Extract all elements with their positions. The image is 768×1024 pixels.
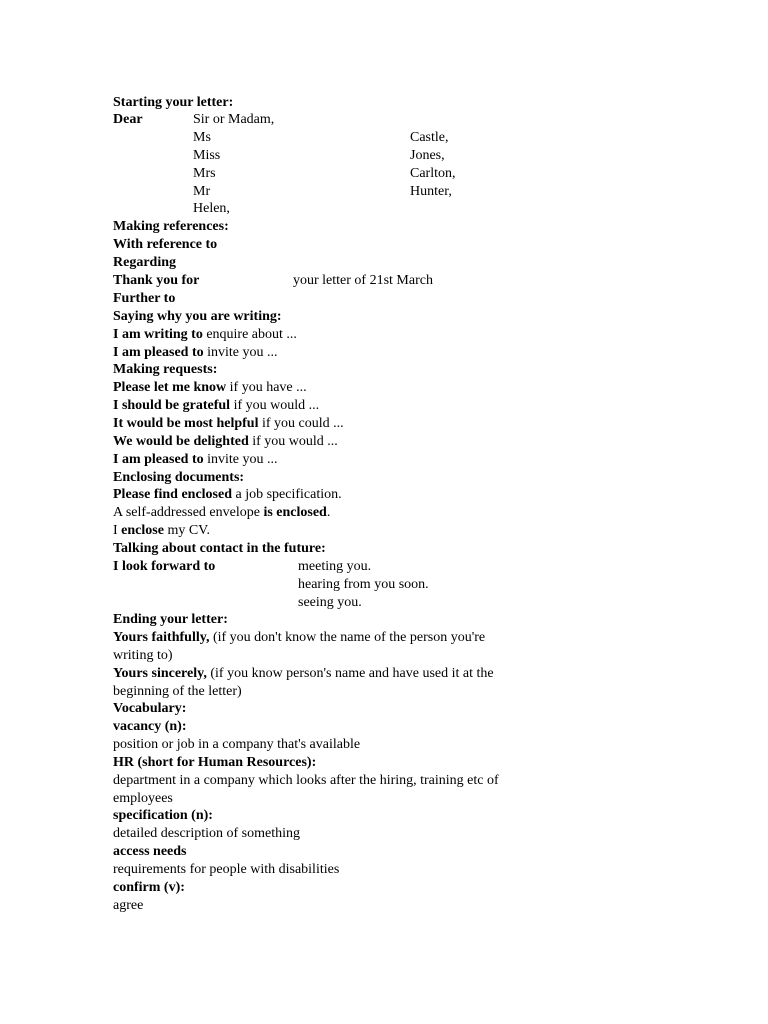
surname-carlton: Carlton,: [410, 166, 456, 181]
future-option-meeting: meeting you.: [298, 559, 372, 574]
salutation-miss: Miss: [193, 148, 221, 163]
ending-faithfully-cont: writing to): [113, 648, 173, 663]
request-pleased-to: I am pleased to invite you ...: [113, 452, 278, 467]
request-let-me-know: Please let me know if you have ...: [113, 380, 307, 395]
vocab-term-access-needs: access needs: [113, 844, 187, 859]
phrase-writing-to: I am writing to enquire about ...: [113, 327, 297, 342]
ending-sincerely-cont: beginning of the letter): [113, 684, 242, 699]
salutation-sir-madam: Sir or Madam,: [193, 112, 275, 127]
salutation-mrs: Mrs: [193, 166, 216, 181]
vocab-term-vacancy: vacancy (n):: [113, 719, 187, 734]
vocab-def-confirm: agree: [113, 898, 144, 913]
phrase-look-forward: I look forward to: [113, 559, 216, 574]
section-heading-ending: Ending your letter:: [113, 612, 228, 627]
vocab-term-hr: HR (short for Human Resources):: [113, 755, 317, 770]
future-option-seeing: seeing you.: [298, 595, 362, 610]
phrase-further-to: Further to: [113, 291, 176, 306]
vocab-term-specification: specification (n):: [113, 808, 213, 823]
phrase-thank-you-for: Thank you for: [113, 273, 200, 288]
phrase-regarding: Regarding: [113, 255, 176, 270]
salutation-ms: Ms: [193, 130, 211, 145]
request-most-helpful: It would be most helpful if you could ...: [113, 416, 344, 431]
vocab-def-vacancy: position or job in a company that's available: [113, 737, 361, 752]
dear-label: Dear: [113, 112, 143, 127]
phrase-with-reference: With reference to: [113, 237, 218, 252]
future-option-hearing: hearing from you soon.: [298, 577, 429, 592]
section-heading-enclosing: Enclosing documents:: [113, 470, 245, 485]
section-heading-references: Making references:: [113, 219, 229, 234]
salutation-helen: Helen,: [193, 201, 230, 216]
salutation-mr: Mr: [193, 184, 211, 199]
phrase-letter-date: your letter of 21st March: [293, 273, 433, 288]
ending-faithfully: Yours faithfully, (if you don't know the name of the person you're: [113, 630, 486, 645]
section-heading-starting: Starting your letter:: [113, 95, 234, 110]
surname-jones: Jones,: [410, 148, 445, 163]
section-heading-future: Talking about contact in the future:: [113, 541, 326, 556]
ending-sincerely: Yours sincerely, (if you know person's name and have used it at the: [113, 666, 494, 681]
vocab-def-specification: detailed description of something: [113, 826, 301, 841]
section-heading-why: Saying why you are writing:: [113, 309, 282, 324]
surname-hunter: Hunter,: [410, 184, 452, 199]
phrase-pleased-to: I am pleased to invite you ...: [113, 345, 278, 360]
section-heading-requests: Making requests:: [113, 362, 218, 377]
vocab-term-confirm: confirm (v):: [113, 880, 185, 895]
vocab-def-hr: department in a company which looks after the hiring, training etc of: [113, 773, 499, 788]
vocab-def-hr-cont: employees: [113, 791, 173, 806]
enclosing-cv: I enclose my CV.: [113, 523, 210, 538]
enclosing-envelope: A self-addressed envelope is enclosed.: [113, 505, 331, 520]
vocab-def-access-needs: requirements for people with disabilities: [113, 862, 340, 877]
section-heading-vocabulary: Vocabulary:: [113, 701, 187, 716]
enclosing-find-enclosed: Please find enclosed a job specification.: [113, 487, 342, 502]
surname-castle: Castle,: [410, 130, 449, 145]
request-delighted: We would be delighted if you would ...: [113, 434, 338, 449]
request-grateful: I should be grateful if you would ...: [113, 398, 320, 413]
